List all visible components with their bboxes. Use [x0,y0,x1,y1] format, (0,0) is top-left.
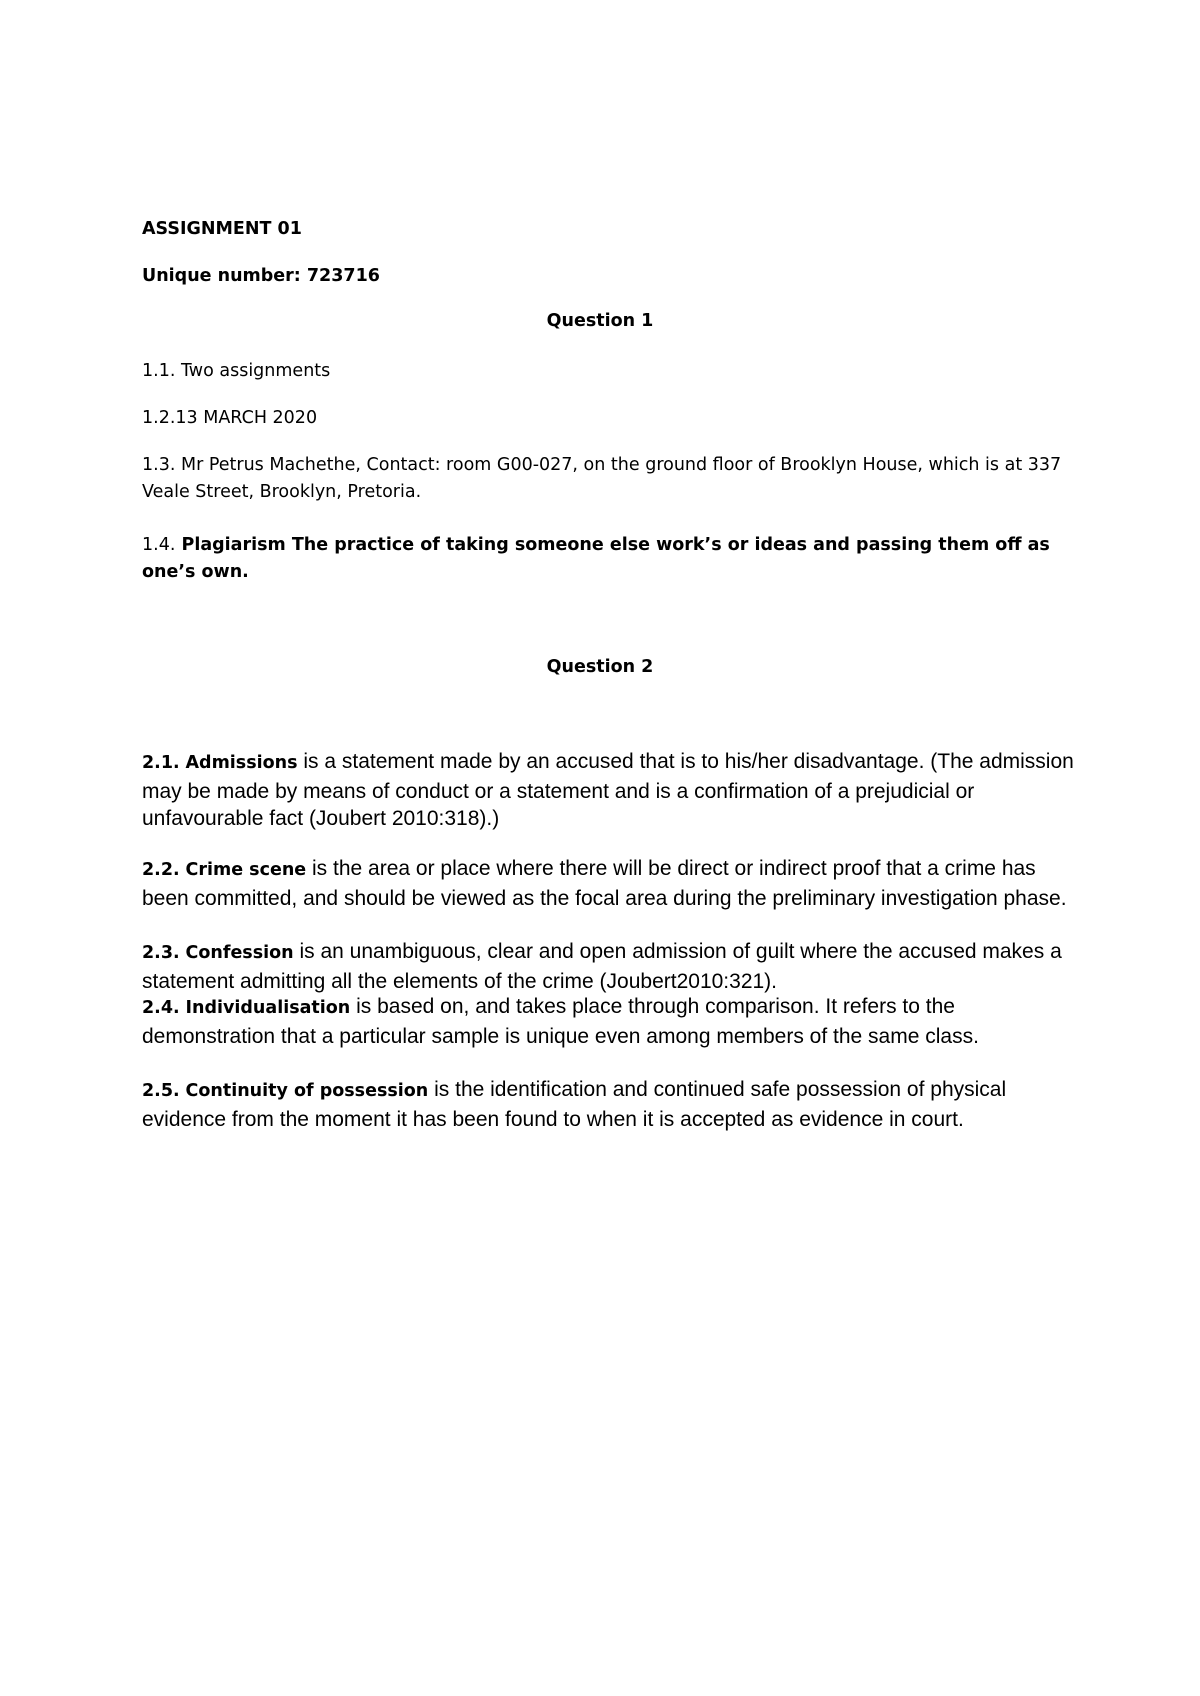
q2-item-5 [142,1076,1077,1133]
q2-item-number: 2.4. [142,998,180,1018]
q1-item-text: Plagiarism The practice of taking someone else work’s or ideas and passing them off as one’s own. [142,535,1050,583]
q2-item-3 [142,938,1077,995]
q1-item-number: 1.3. [142,455,176,475]
q1-item-3 [142,452,1077,506]
q1-item-2 [142,405,1077,432]
q1-item-number: 1.4. [142,535,176,555]
q1-item-text: Mr Petrus Machethe, Contact: room G00-027, on the ground floor of Brooklyn House, which is at 337 Veale Street, Brooklyn, Pretoria. [142,455,1062,503]
q2-item-1 [142,748,1077,833]
q2-item-term: Admissions [185,753,298,773]
q2-item-number: 2.5. [142,1081,180,1101]
q2-item-term: Confession [185,943,294,963]
q2-item-number: 2.2. [142,860,180,880]
q2-item-text: is a statement made by an accused that is to his/her disadvantage. (The admission may be made by means of conduct or a statement and is a confirmation of a prejudicial or unfavourable fact (Joubert 2010:318).) [142,750,1074,830]
q2-item-4 [142,993,1077,1050]
assignment-title: ASSIGNMENT 01 [142,219,302,239]
question-1-heading: Question 1 [546,311,654,331]
q1-item-4 [142,532,1077,586]
q2-item-number: 2.3. [142,943,180,963]
q2-item-term: Continuity of possession [185,1081,429,1101]
q1-item-number: 1.1. [142,361,176,381]
q1-item-text: Two assignments [180,361,331,381]
q2-item-term: Individualisation [185,998,351,1018]
question-2-heading: Question 2 [546,657,654,677]
q2-item-2 [142,855,1077,912]
q1-item-1 [142,358,1077,385]
q2-item-text: is the area or place where there will be direct or indirect proof that a crime has been committed, and should be viewed as the focal area during the preliminary investigation phase. [142,857,1067,910]
q1-item-number: 1.2. [142,408,176,428]
unique-number: Unique number: 723716 [142,266,380,286]
q2-item-text: is based on, and takes place through comparison. It refers to the demonstration that a particular sample is unique even among members of the same class. [142,995,979,1048]
q2-item-text: is the identification and continued safe possession of physical evidence from the moment it has been found to when it is accepted as evidence in court. [142,1078,1007,1131]
q1-item-text: 13 MARCH 2020 [175,408,318,428]
q2-item-term: Crime scene [185,860,307,880]
q2-item-number: 2.1. [142,753,180,773]
q2-item-text: is an unambiguous, clear and open admission of guilt where the accused makes a statement admitting all the elements of the crime (Joubert2010:321). [142,940,1062,993]
